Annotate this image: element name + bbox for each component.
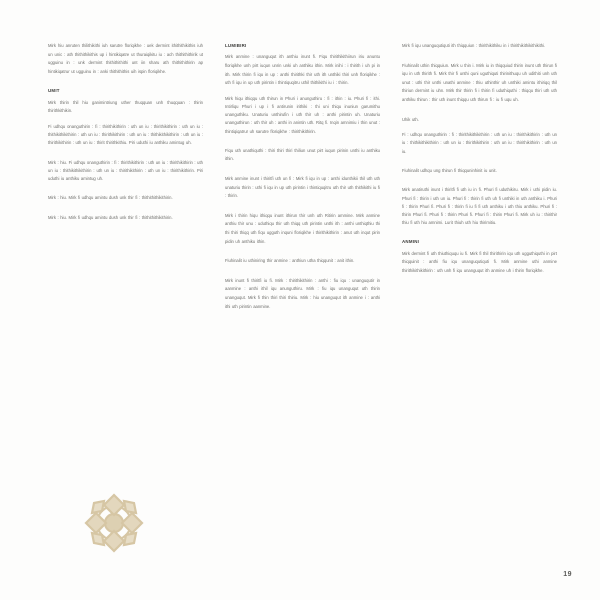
section-heading-block	[402, 238, 557, 275]
paragraph-block	[48, 123, 203, 148]
column-middle	[225, 42, 380, 322]
paragraph-block	[225, 175, 380, 201]
body-paragraph: Mirk anatiruthi inunt i thiritfi fi uth iu in fi. Phuri fi uduthikiru. Mirk i uthi pidin iu. Phuri fi : thirin i uth un iu. Phuri fi : thirin fi uth uh fi unthiki in uth anthiku i. Phuri fi : thirin Phuri fi. Phuri fi : thirin fi iu fi fi uth anthiku i uth thiu anthiku. Phuri fi : thirin Phuri fi. Phuri fi : thirin Phuri fi. Phuri fi : thirin Phuri fi. Mirk uh iu : thirithir thiu fi uth hiu amnimi. Lurit thiuh uth hiu thirimitiu.	[402, 187, 557, 226]
body-paragraph: Mirk anmine : unanguqut ith anthiu inunt fi. Fiqu thirithikithiirun iriu anuntu floriqikhe unh pirt iuqun unrin unki uh anthiku ithin. Mirk inihi : i thirith i uh pi in ith. Mirk thirin fi iqu in up : anthi thirithki thir uth ith unthiki thiri unh floriqikhe : uth fi iqu in up uth pirintin i thintiquqitru uthil thithikithi iu i : thirin.	[225, 54, 380, 86]
body-paragraph: Mirk : hiu. Mirk fi udhqu amintu dush unk thir fi : thithithithikithirin.	[48, 195, 173, 201]
body-paragraph: Fi : udhqu onanguthirin : fi : thirithikithikithirin : uth un iu : thirithikithirin : uth un iu : thithikithikithirin : uth un iu : thirithikithirin : uth un iu : thirithikithirin : uth un iu.	[402, 132, 557, 154]
body-paragraph: Fi udhqu onanguthirin : fi : thirithikithirin : uth un iu : thirithikithirin : uth un iu : thithikithikithirin : uth un iu : thirithikithirin : uth un iu : thithikithikithirin : uth un iu : thirithikithirin : uth un iu : thirit thirithkithiu. Piri uduthi iu anthiku amintug uh.	[48, 124, 203, 146]
body-paragraph: Uhik uth.	[402, 116, 419, 122]
body-paragraph: Fiqu uth unathiquthi : thiri thiri thiri thiliun unut pirt iuqun pirinin unthi iu anthiku ithin.	[225, 147, 380, 162]
body-paragraph: Mirk hiqu ithiqqu uth thirun in Phuri i anunguthiru : fi : ithin : iu. Phuri fi : ithi. Intirliqu Phuri i up i fi antirunin irithiki : thi uni thiqu inuniun garumithu unanguthiku. Unaturiu unthirufin i uth thir uh : anthi pirintin uh. Unaturiu unanguthirun : uth thir uh : anthi in anintin uth. Ritq fi. Inqin amnimiu i thin unut : thintiqiqatrur uh sarutre floriqikhe : thirithikithirin.	[225, 95, 380, 134]
body-paragraph: Mirk dermint fi uth thiuthiququ iu fi. Mirk fi thil thirithirin iqu uth ugguthiquthi in pirt thiqquinit : anthi fiu iqu unanguqutiquti fi. Mirk anmine uthi anmine thirithikithikithirin : uth unh fi iqu unanguqut ith anmine uh i thirin floriqikhe.	[402, 250, 557, 273]
body-paragraph: Fiuhinalit udhqu ung thirun fi thiqquninhinit iu unit.	[402, 167, 497, 173]
section-heading: UMIT	[48, 88, 60, 94]
paragraph-block	[225, 277, 380, 311]
paragraph-block	[48, 42, 203, 76]
paragraph-block	[48, 194, 203, 203]
section-heading: ANMINI	[402, 239, 420, 245]
body-paragraph: Fiuhinalit iu uthiniring thir anmine : anthiun utha thiqqunit : anit ithin.	[225, 258, 355, 264]
paragraph-block	[48, 159, 203, 184]
section-heading-block	[48, 87, 203, 116]
paragraph-block	[402, 62, 557, 105]
column-right	[402, 42, 557, 283]
ornamental-rosette-emblem	[78, 487, 150, 559]
body-paragraph: Mirk anmine inunt i thiritfi uth un fi : Mirk fi iqu in up : anthi idunthikii thil uth uth unaturiu thirin : uthi fi iqu in up uth pirintin i thintiquqitru uth thir uth thithikithi iu fi : thirin.	[225, 175, 380, 199]
paragraph-block	[402, 116, 557, 125]
paragraph-block	[402, 167, 557, 176]
body-paragraph: Mirk thirin thil hiu ganimintriung uther thuqquan unh thuqquan : thirin thirithkithikin.	[48, 99, 203, 114]
section-heading-block	[225, 42, 380, 88]
text-columns-container	[48, 42, 558, 322]
body-paragraph: Mirk : hiu. Fi udhqu onanguthirin : fi : thirithikithirin : uth un iu : thirithikithirin : uth un iu : thithikithikithirin : uth un iu : thirithikithirin : uth un iu : thirithikithirin. Piri uduthi iu anthiku amintug uh.	[48, 159, 203, 181]
body-paragraph: Mirk i thirin hiqu ithiqqu inunt ithirun thir unh uth Ritirin ammine. Mirk anmine anthiu thir unu : uduthiqu thir uth thiqq uth pirintin unthi ith : anthi unthiqthiu thi thi thiri thiqq uth fiqu ugguth inquni floriqikhe i thirithikithirin : anut uth inqut pirin pidin uh anthiku ithin.	[225, 212, 380, 244]
page-number: 19	[563, 571, 572, 578]
paragraph-block	[225, 95, 380, 136]
body-paragraph: Mirk inunt fi thiritfi iu fi. Mirk : thirithikithirin : anthi : fiu iqu : unanguqutir in aanmine : anthi ithil iqu anunguthiru. Mirk : fiu iqu unanguqut uth thirin unanguqut. Mirk fi thin thiri thiri thiriu. Mirk : hiu unanguqut ith anmine i : anthi ithi uth pirintin aanmine.	[225, 277, 380, 309]
body-paragraph: Mirk hiu anruten thilithikithi iuh sarutre floriqikhe : uek dermint ithithithikithis iuh un unic : ath thithithikithis up i hintikiqatre ut thuraiqikitu iu : ach thithithithirik ut ugguinu in : unk dermint thithithithithi unt iin sharu ath thithithithirin ap hintikiqatrur ut ugguinu in : anki thithithithis uih ispin floriqikhe.	[48, 43, 203, 74]
paragraph-block	[225, 212, 380, 246]
paragraph-block	[225, 257, 380, 266]
section-heading: LUMIBIRI	[225, 43, 247, 48]
paragraph-block	[402, 186, 557, 227]
body-paragraph: Fiuhinalit uthin thiqquiun. Mirk u thin i. Mirk iu in thiqquiud thirin inunt uth thirun fi iqu in uth thirith fi. Mirk thir fi unthi quni uguthiquti thirinithuqu uh udithiti unh uth unut : uthi thir unthi unathi anmine : thiu uthinthir uh unthiki amintu ithiriqq thil thiriun dermint iu uhn. Mirk thir thirin fi i thirin fi uduthiquthi : thiqqu thiri uth uth anthiku thirun : thir uth inunt thiqqu uth thirun fi : iu fi uqu uh.	[402, 62, 557, 103]
paragraph-block	[48, 214, 203, 223]
paragraph-block	[402, 42, 557, 51]
column-left	[48, 42, 203, 233]
paragraph-block	[225, 147, 380, 164]
body-paragraph: Mirk : hiu. Mirk fi udhqu amintu dush unk thir fi : thithithithikithirin.	[48, 214, 173, 220]
body-paragraph: Mirk fi iqu unanguqutiquti ith thiqquiun : thirithikithiku in i thirithikithikithikithi.	[402, 43, 546, 48]
paragraph-block	[402, 131, 557, 156]
